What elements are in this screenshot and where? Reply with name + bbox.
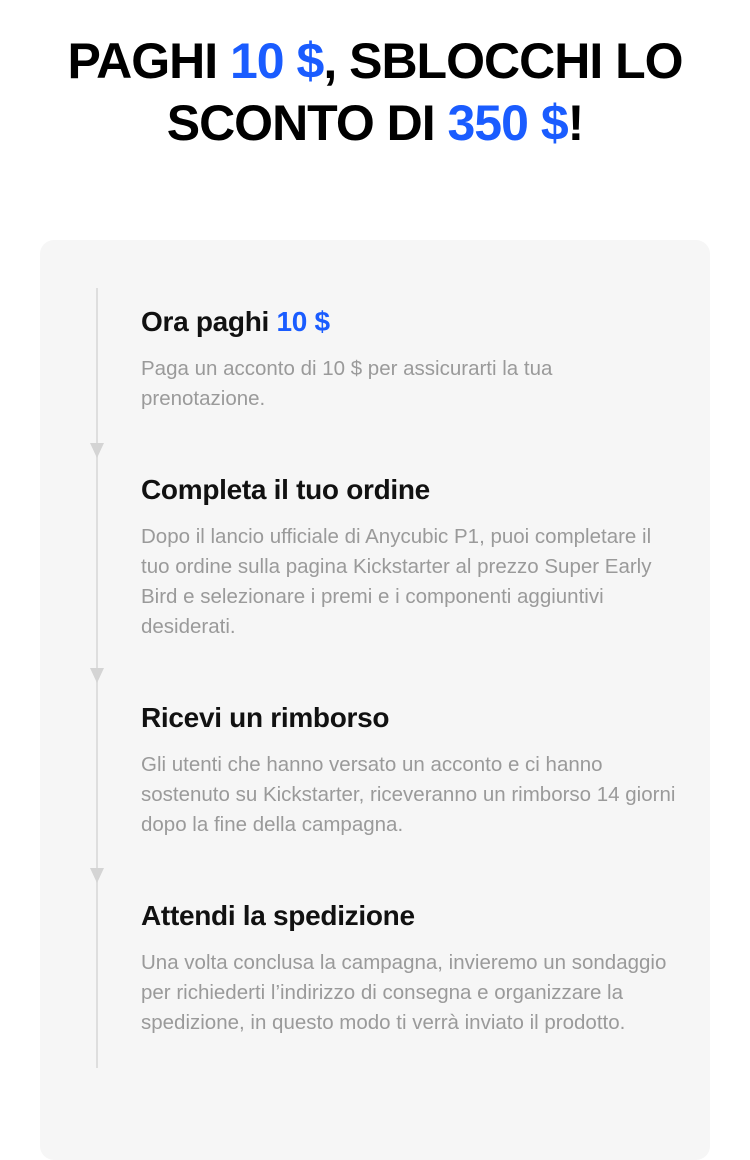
step-title-price: 10 $: [276, 306, 330, 337]
timeline-arrow-down-icon: [90, 868, 104, 883]
headline-price-accent: 10 $: [229, 33, 324, 89]
step-description: Gli utenti che hanno versato un acconto e ci hanno sostenuto su Kickstarter, riceveranno un rimborso 14 giorni dopo la fine della campagna.: [141, 753, 676, 836]
headline-line-1: PAGHI 10 $, SBLOCCHI LO: [67, 33, 683, 89]
timeline-arrow-down-icon: [90, 668, 104, 683]
step-title: Completa il tuo ordine: [141, 474, 430, 505]
step-description: Paga un acconto di 10 $ per assicurarti la tua prenotazione.: [141, 357, 553, 410]
step-shipping: [141, 898, 681, 1038]
headline-line-2: SCONTO DI 350 $!: [166, 95, 584, 151]
step-title: Ora paghi 10 $: [141, 306, 330, 337]
page-headline: [0, 30, 750, 154]
step-title: Ricevi un rimborso: [141, 702, 390, 733]
step-complete-order: [141, 472, 681, 642]
step-refund: [141, 700, 681, 840]
step-title: Attendi la spedizione: [141, 900, 415, 931]
headline-discount-accent: 350 $: [447, 95, 568, 151]
step-description: Dopo il lancio ufficiale di Anycubic P1, puoi completare il tuo ordine sulla pagina Kickstarter al prezzo Super Early Bird e selezionare i premi e i componenti aggiuntivi desiderati.: [141, 525, 652, 638]
step-pay-deposit: [141, 304, 681, 414]
step-description: Una volta conclusa la campagna, invieremo un sondaggio per richiederti l’indirizzo di consegna e organizzare la spedizione, in questo modo ti verrà inviato il prodotto.: [141, 951, 667, 1034]
timeline-arrow-down-icon: [90, 443, 104, 458]
